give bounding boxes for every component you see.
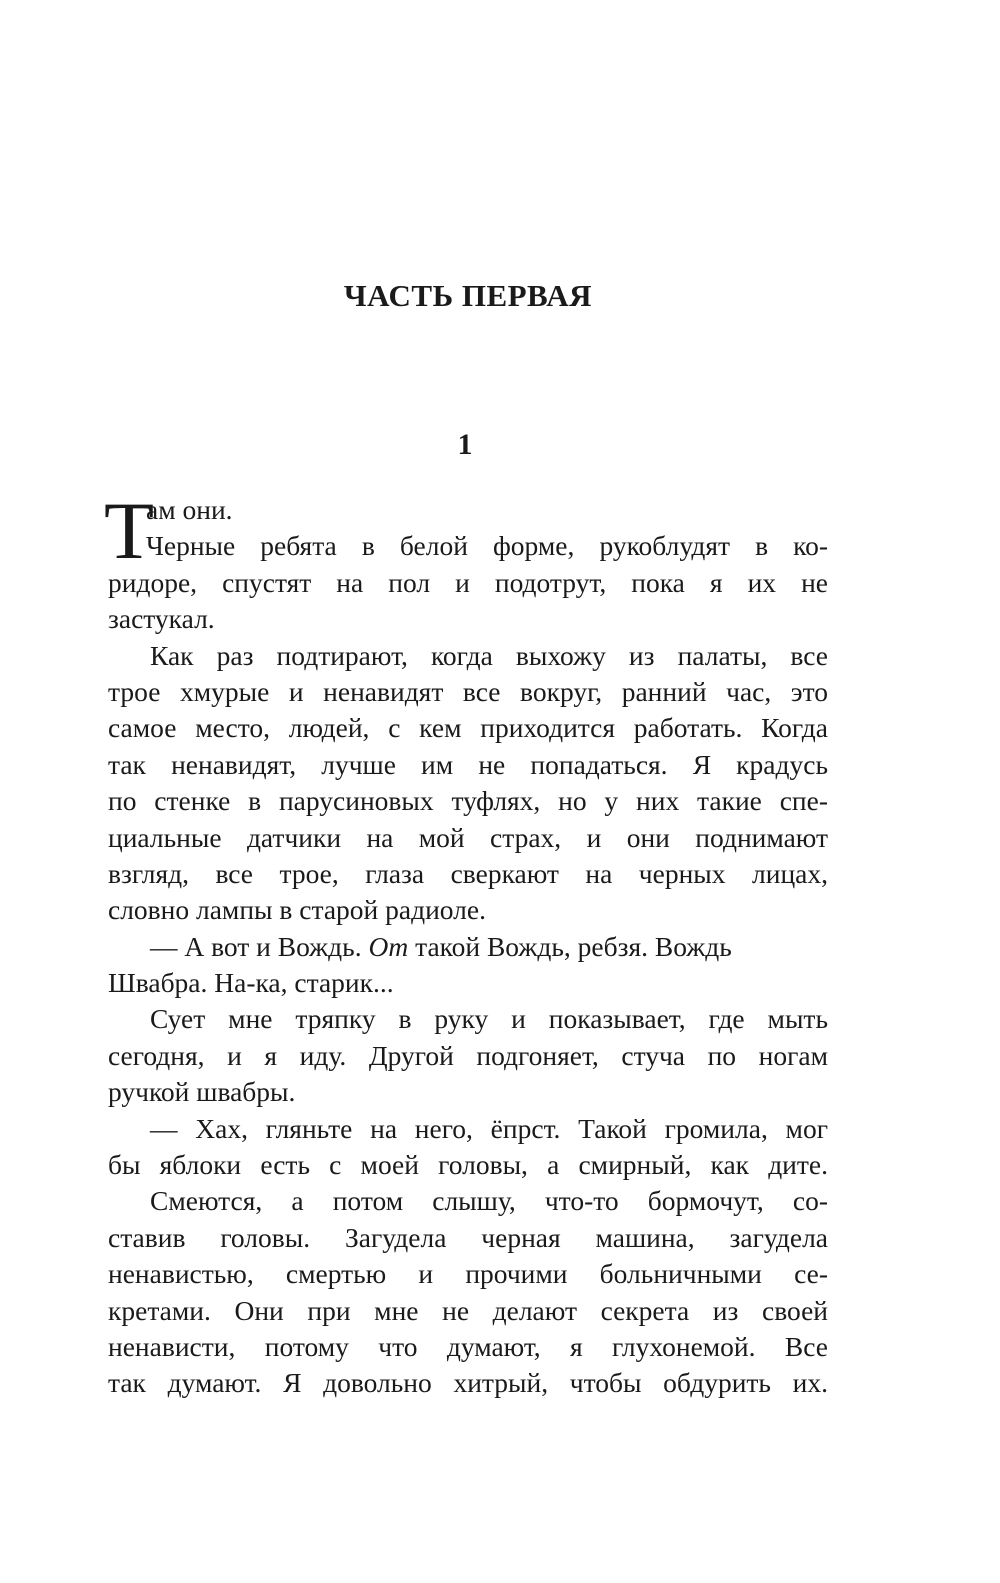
- text-line: — Хах, гляньте на него, ёпрст. Такой громила, мог: [150, 1112, 828, 1144]
- text-line: Сует мне тряпку в руку и показывает, где мыть: [150, 1003, 828, 1035]
- text-line: ридоре, спустят на пол и подотрут, пока я их не: [108, 566, 828, 598]
- text-line: трое хмурые и ненавидят все вокруг, ранний час, это: [108, 675, 828, 707]
- chapter-number: 1: [457, 428, 473, 461]
- part-title: ЧАСТЬ ПЕРВАЯ: [343, 278, 593, 313]
- text-line: по стенке в парусиновых туфлях, но у них такие спе-: [108, 785, 828, 817]
- chapter-text: [104, 485, 828, 1402]
- text-line: сегодня, и я иду. Другой подгоняет, стуча по ногам: [108, 1039, 828, 1071]
- text-line: ненавистью, смертью и прочими больничными се-: [108, 1258, 828, 1290]
- text-line: ненависти, потому что думают, я глухонемой. Все: [108, 1330, 828, 1362]
- text-line: Швабра. На-ка, старик...: [108, 967, 394, 999]
- text-line: циальные датчики на мой страх, и они поднимают: [108, 821, 828, 853]
- text-line: самое место, людей, с кем приходится работать. Когда: [108, 712, 828, 744]
- text-line: так ненавидят, лучше им не попадаться. Я крадусь: [108, 748, 828, 780]
- text-line: кретами. Они при мне не делают секрета из своей: [108, 1294, 828, 1326]
- text-line: бы яблоки есть с моей головы, а смирный, как дите.: [108, 1149, 828, 1181]
- text-line: [108, 929, 828, 965]
- text-line: Смеются, а потом слышу, что-то бормочут, со-: [150, 1185, 828, 1217]
- text-segment: — А вот и Вождь.: [150, 930, 362, 962]
- text-line: Как раз подтирают, когда выхожу из палаты, все: [150, 639, 828, 671]
- text-line: застукал.: [108, 603, 215, 635]
- text-line-content: ам они.: [146, 494, 233, 525]
- text-line: Черные ребята в белой форме, рукоблудят в ко-: [146, 530, 828, 562]
- drop-cap: Т: [104, 485, 155, 576]
- text-line: ручкой швабры.: [108, 1076, 296, 1108]
- text-segment: такой Вождь, ребзя. Вождь: [415, 930, 732, 962]
- text-line: так думают. Я довольно хитрый, чтобы обдурить их.: [108, 1367, 828, 1399]
- text-line: взгляд, все трое, глаза сверкают на черных лицах,: [108, 857, 828, 889]
- text-line: ставив головы. Загудела черная машина, загудела: [108, 1221, 828, 1253]
- text-line: словно лампы в старой радиоле.: [108, 894, 486, 926]
- italic-word: От: [368, 930, 409, 962]
